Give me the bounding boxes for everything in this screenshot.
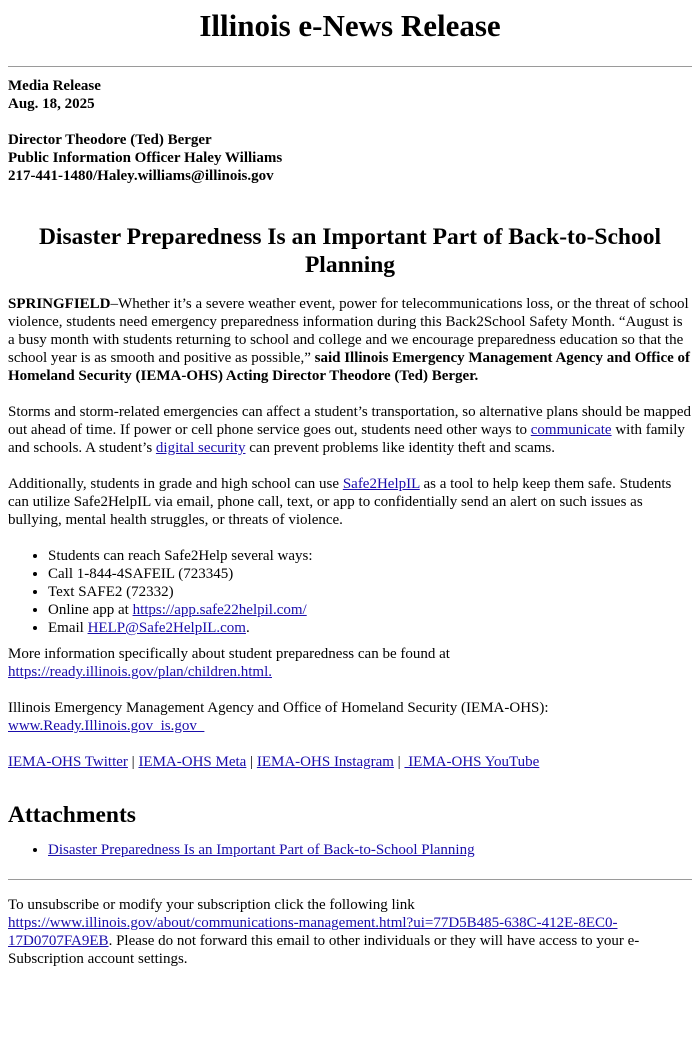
more-info-text: More information specifically about student preparedness can be found at — [8, 646, 450, 662]
storms-text-3: can prevent problems like identity theft and scams. — [245, 440, 555, 456]
paragraph-storms — [8, 403, 692, 457]
paragraph-intro — [8, 295, 692, 385]
pio-name: Public Information Officer Haley Williams — [8, 150, 283, 166]
news-release-page — [0, 8, 700, 968]
communications-management-link[interactable]: https://www.illinois.gov/about/communications-management.html?ui=77D5B485-638C-412E-8EC0-17D0707FA9EB — [8, 915, 618, 949]
dateline: SPRINGFIELD — [8, 296, 111, 312]
safe2help-text-2: as a tool to help keep them safe. Students can utilize Safe2HelpIL via email, phone call, text, or app to confidentially send an alert on such issues as bullying, mental health struggles, or threats of violence. — [8, 476, 672, 528]
digital-security-link[interactable]: digital security — [155, 440, 246, 456]
intro-body: –Whether it’s a severe weather event, power for telecommunications loss, or the threat of school violence, students need emergency preparedness information during this Back2School Safety Month. “August is a busy month with students returning to school and college and we encourage preparedness education so that the school year is as smooth and positive as possible,” — [8, 296, 689, 366]
agency-text: Illinois Emergency Management Agency and Office of Homeland Security (IEMA-OHS): — [8, 700, 549, 716]
release-type: Media Release — [8, 78, 101, 94]
quote-attribution: said Illinois Emergency Management Agency and Office of Homeland Security (IEMA-OHS) Acting Director Theodore (Ted) Berger. — [8, 350, 691, 384]
attachments-list — [8, 841, 692, 859]
list-item — [48, 601, 692, 619]
paragraph-more-info — [8, 645, 692, 681]
header-divider — [8, 66, 692, 67]
email-end: . — [245, 620, 250, 636]
unsubscribe-text-1: To unsubscribe or modify your subscription click the following link — [8, 897, 415, 913]
ready-illinois-link[interactable]: www.Ready.Illinois.gov is.gov — [8, 718, 205, 734]
safe2helpil-link[interactable]: Safe2HelpIL — [342, 476, 420, 492]
children-plan-link[interactable]: https://ready.illinois.gov/plan/children.html. — [8, 664, 272, 680]
release-date: Aug. 18, 2025 — [8, 96, 95, 112]
list-item: • Call 1-844-4SAFEIL (723345) — [48, 565, 692, 583]
safe2help-list — [8, 547, 692, 637]
meta-link[interactable]: IEMA-OHS Meta — [138, 754, 247, 770]
contact-phone-email: 217-441-1480/Haley.williams@illinois.gov — [8, 168, 274, 184]
help-email-link[interactable]: HELP@Safe2HelpIL.com — [87, 620, 246, 636]
communicate-link[interactable]: communicate — [530, 422, 612, 438]
article-headline: Disaster Preparedness Is an Important Part of Back-to-School Planning — [38, 224, 662, 278]
paragraph-safe2help — [8, 475, 692, 529]
list-item: • Text SAFE2 (72332) — [48, 583, 692, 601]
attachments-heading: Attachments — [8, 802, 136, 828]
separator: | — [127, 754, 139, 770]
separator: | — [393, 754, 405, 770]
online-app-link[interactable]: https://app.safe22helpil.com/ — [132, 602, 307, 618]
youtube-link[interactable]: IEMA-OHS YouTube — [404, 754, 540, 770]
list-item — [48, 841, 692, 859]
unsubscribe-text-2: . Please do not forward this email to other individuals or they will have access to your e-Subscription account settings. — [8, 933, 640, 967]
unsubscribe-notice — [8, 896, 692, 968]
twitter-link[interactable]: IEMA-OHS Twitter — [8, 754, 128, 770]
list-item — [48, 619, 692, 637]
director-name: Director Theodore (Ted) Berger — [8, 132, 212, 148]
contact-block — [8, 77, 692, 185]
footer-divider — [8, 879, 692, 880]
separator: | — [246, 754, 257, 770]
instagram-link[interactable]: IEMA-OHS Instagram — [256, 754, 394, 770]
list-item: • Students can reach Safe2Help several ways: — [48, 547, 692, 565]
masthead-title: Illinois e-News Release — [199, 8, 501, 43]
social-links — [8, 753, 692, 771]
attachment-link[interactable]: Disaster Preparedness Is an Important Part of Back-to-School Planning — [48, 842, 475, 858]
storms-text-2: with family and schools. A student’s — [8, 422, 685, 456]
email-label: Email — [48, 620, 88, 636]
safe2help-text-1: Additionally, students in grade and high school can use — [8, 476, 343, 492]
storms-text-1: Storms and storm-related emergencies can affect a student’s transportation, so alternative plans should be mapped out ahead of time. If power or cell phone service goes out, students need other ways to — [8, 404, 691, 438]
online-app-label: Online app at — [48, 602, 133, 618]
paragraph-agency — [8, 699, 692, 735]
